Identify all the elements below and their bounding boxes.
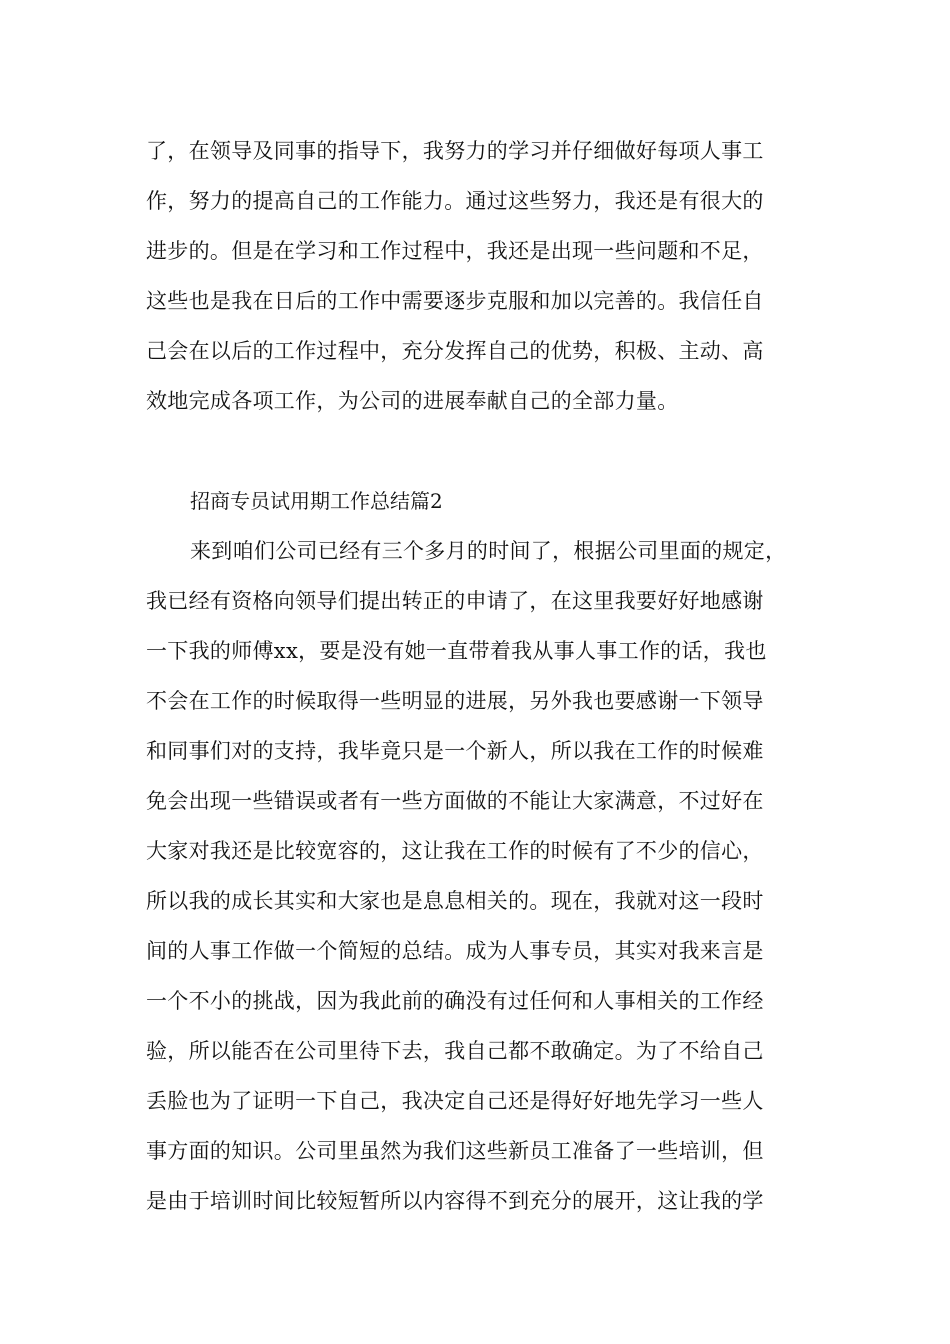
paragraph1-line-6: 效地完成各项工作，为公司的进展奉献自己的全部力量。 bbox=[146, 389, 679, 413]
paragraph2-line-2: 我已经有资格向领导们提出转正的申请了，在这里我要好好地感谢 bbox=[146, 589, 764, 613]
paragraph1-line-4: 这些也是我在日后的工作中需要逐步克服和加以完善的。我信任自 bbox=[146, 289, 764, 313]
paragraph2-line-6: 免会出现一些错误或者有一些方面做的不能让大家满意，不过好在 bbox=[146, 789, 764, 813]
paragraph2-line-12: 丢脸也为了证明一下自己，我决定自己还是得好好地先学习一些人 bbox=[146, 1089, 764, 1113]
paragraph2-line-3: 一下我的师傅xx，要是没有她一直带着我从事人事工作的话，我也 bbox=[146, 639, 767, 663]
section-heading: 招商专员试用期工作总结篇2 bbox=[190, 489, 443, 513]
paragraph2-line-10: 一个不小的挑战，因为我此前的确没有过任何和人事相关的工作经 bbox=[146, 989, 764, 1013]
paragraph2-line-5: 和同事们对的支持，我毕竟只是一个新人，所以我在工作的时候难 bbox=[146, 739, 764, 763]
paragraph2-line-14: 是由于培训时间比较短暂所以内容得不到充分的展开，这让我的学 bbox=[146, 1189, 764, 1213]
paragraph2-line-13: 事方面的知识。公司里虽然为我们这些新员工准备了一些培训，但 bbox=[146, 1139, 764, 1163]
paragraph1-line-5: 己会在以后的工作过程中，充分发挥自己的优势，积极、主动、高 bbox=[146, 339, 764, 363]
paragraph2-line-9: 间的人事工作做一个简短的总结。成为人事专员，其实对我来言是 bbox=[146, 939, 764, 963]
paragraph1-line-3: 进步的。但是在学习和工作过程中，我还是出现一些问题和不足， bbox=[146, 239, 764, 263]
paragraph1-line-1: 了，在领导及同事的指导下，我努力的学习并仔细做好每项人事工 bbox=[146, 139, 764, 163]
paragraph2-line-7: 大家对我还是比较宽容的，这让我在工作的时候有了不少的信心， bbox=[146, 839, 764, 863]
paragraph1-line-2: 作，努力的提高自己的工作能力。通过这些努力，我还是有很大的 bbox=[146, 189, 764, 213]
paragraph2-line-1: 来到咱们公司已经有三个多月的时间了，根据公司里面的规定， bbox=[190, 539, 787, 563]
paragraph2-line-4: 不会在工作的时候取得一些明显的进展，另外我也要感谢一下领导 bbox=[146, 689, 764, 713]
paragraph2-line-11: 验，所以能否在公司里待下去，我自己都不敢确定。为了不给自己 bbox=[146, 1039, 764, 1063]
paragraph2-line-8: 所以我的成长其实和大家也是息息相关的。现在，我就对这一段时 bbox=[146, 889, 764, 913]
